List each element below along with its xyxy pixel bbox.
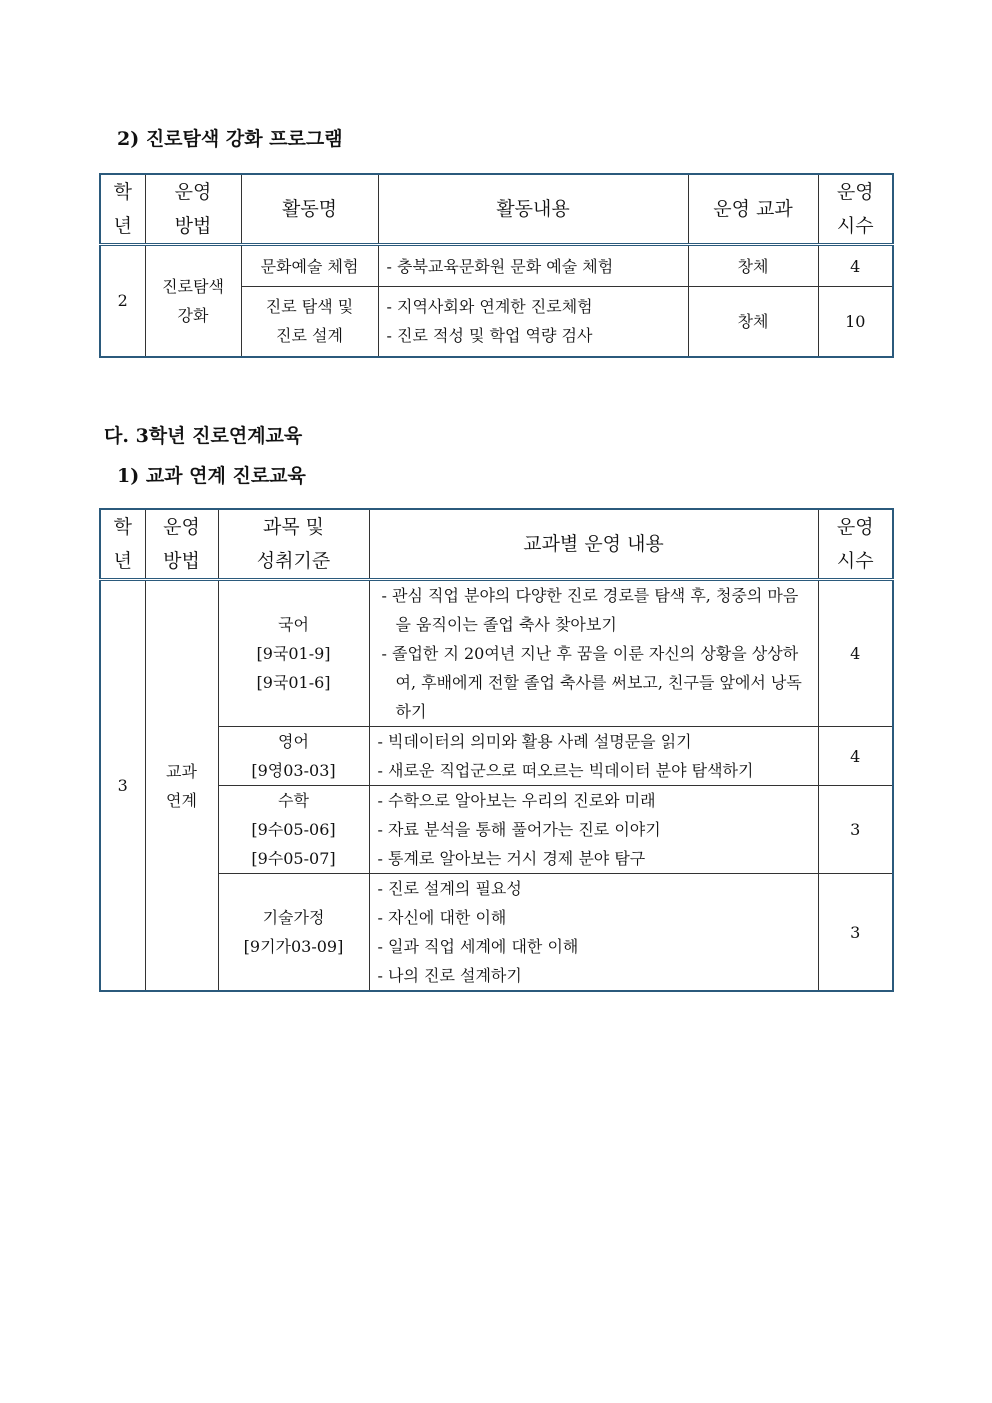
grade-cell: 2: [100, 245, 145, 357]
header-grade: 학 년: [100, 509, 145, 580]
subject-cell: 영어 [9영03-03]: [218, 727, 369, 786]
subject-cell: 창체: [688, 245, 818, 287]
section-heading: 다. 3학년 진로연계교육: [104, 425, 303, 447]
activity-content-cell: - 지역사회와 연계한 진로체험 - 진로 적성 및 학업 역량 검사: [378, 287, 688, 357]
section-heading: 2) 진로탐색 강화 프로그램: [117, 128, 343, 150]
hours-cell: 4: [818, 580, 893, 727]
header-method: 운영 방법: [145, 174, 241, 245]
table-header-row: [100, 509, 893, 580]
header-method: 운영 방법: [145, 509, 218, 580]
subject-cell: 국어 [9국01-9] [9국01-6]: [218, 580, 369, 727]
header-content: 교과별 운영 내용: [369, 509, 818, 580]
subject-cell: 기술가정 [9기가03-09]: [218, 874, 369, 992]
activity-name-cell: 문화예술 체험: [241, 245, 378, 287]
header-hours: 운영 시수: [818, 174, 893, 245]
activity-content-cell: - 충북교육문화원 문화 예술 체험: [378, 245, 688, 287]
header-subject: 과목 및 성취기준: [218, 509, 369, 580]
content-cell: - 빅데이터의 의미와 활용 사례 설명문을 읽기 - 새로운 직업군으로 떠오르는 빅데이터 분야 탐색하기: [369, 727, 818, 786]
grade-cell: 3: [100, 580, 145, 992]
hours-cell: 4: [818, 727, 893, 786]
subsection-heading: 1) 교과 연계 진로교육: [117, 465, 306, 487]
header-activity-name: 활동명: [241, 174, 378, 245]
hours-cell: 3: [818, 874, 893, 992]
table-row: [100, 786, 893, 874]
content-cell: - 관심 직업 분야의 다양한 진로 경로를 탐색 후, 청중의 마음을 움직이는 졸업 축사 찾아보기 - 졸업한 지 20여년 지난 후 꿈을 이룬 자신의 상황을 상상하여, 후배에게 전할 졸업 축사를 써보고, 친구들 앞에서 낭독하기: [369, 580, 818, 727]
header-hours: 운영 시수: [818, 509, 893, 580]
subject-linked-career-table: [99, 508, 894, 992]
content-cell: - 진로 설계의 필요성 - 자신에 대한 이해 - 일과 직업 세계에 대한 이해 - 나의 진로 설계하기: [369, 874, 818, 992]
table-row: [100, 245, 893, 287]
method-cell: 교과 연계: [145, 580, 218, 992]
content-cell: - 수학으로 알아보는 우리의 진로와 미래 - 자료 분석을 통해 풀어가는 진로 이야기 - 통계로 알아보는 거시 경제 분야 탐구: [369, 786, 818, 874]
table-row: [100, 580, 893, 727]
activity-name-cell: 진로 탐색 및 진로 설계: [241, 287, 378, 357]
hours-cell: 10: [818, 287, 893, 357]
table-row: [100, 727, 893, 786]
table-row: [100, 874, 893, 992]
hours-cell: 3: [818, 786, 893, 874]
hours-cell: 4: [818, 245, 893, 287]
subject-cell: 창체: [688, 287, 818, 357]
header-grade: 학 년: [100, 174, 145, 245]
career-exploration-table: [99, 173, 894, 358]
subject-cell: 수학 [9수05-06] [9수05-07]: [218, 786, 369, 874]
header-activity-content: 활동내용: [378, 174, 688, 245]
header-subject: 운영 교과: [688, 174, 818, 245]
method-cell: 진로탐색 강화: [145, 245, 241, 357]
table-header-row: [100, 174, 893, 245]
